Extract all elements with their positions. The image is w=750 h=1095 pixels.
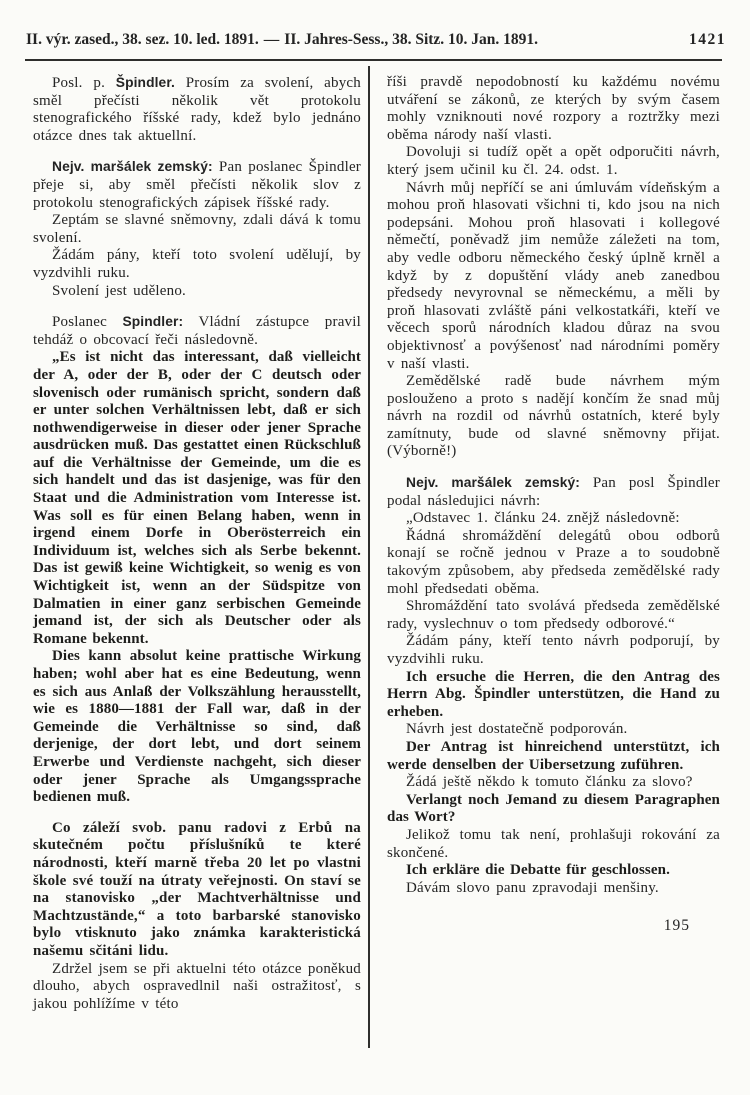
- paragraph: Co záleží svob. panu radovi z Erbů na skutečném počtu příslušníků te které národnosti, kteří marně třeba 20 let po vlastni škole své touží na útraty veřejnosti. On staví se na stanovisko „der Machtverhältnisse und Machtzustände,“ a toto barbarské stanovisko bylo vtisknuto jako známka karakteristická našemu sčitáni lidu.: [33, 819, 361, 959]
- paragraph-text: Pan posl Špindler podal následujici návrh:: [387, 475, 720, 509]
- paragraph: Řádná shromáždění delegátů obou odborů konají se ročně jednou v Praze a to soudobně takovým způsobem, aby předseda zemědělské rady mohl předsedati oběma.: [387, 527, 720, 597]
- paragraph: Zeptám se slavné sněmovny, zdali dává k tomu svolení.: [33, 212, 361, 246]
- speaker-name: Špindler.: [115, 75, 175, 90]
- header-session-line: [26, 31, 538, 49]
- paragraph: Zemědělské radě bude návrhem mým poslouženo a proto s nadějí končím že snad můj návrh na rozdil od návrhů ostatních, které byly zamítnuty, bude od slavné sněmovny přijat. (Výborně!): [387, 373, 720, 460]
- paragraph: „Odstavec 1. článku 24. znějž následovně:: [406, 510, 680, 527]
- paragraph-text: Posl. p.: [52, 75, 116, 91]
- header-rule: [25, 59, 722, 61]
- paragraph-german: Ich erkläre die Debatte für geschlossen.: [406, 862, 670, 879]
- footer-page-number: 195: [663, 917, 690, 935]
- paragraph: říši pravdě nepodobností ku každému novému utváření se zákonů, ze kterých by svým časem mohly vzniknouti nové rozpory a roztržky mezi oběma národy naší vlasti.: [387, 74, 720, 143]
- paragraph: Zdržel jsem se při aktuelni této otázce poněkud dlouho, abych ospravedlnil naši ostražitosť, s jakou pohlížíme v této: [33, 960, 361, 1012]
- paragraph: Shromáždění tato svolává předseda zemědělské rady, vyslechnuv o tom předsedy odborové.“: [387, 598, 720, 632]
- paragraph-text: Vládní zástupce pravil tehdáž o obcovací řeči následovně.: [33, 314, 361, 348]
- paragraph-text: Prosím za svolení, abych směl přečísti několik vět protokolu stenografického říšské rady, kdež bylo jednáno otázce dnes tak aktuellní.: [33, 75, 361, 144]
- paragraph: Žádá ještě někdo k tomuto článku za slovo?: [406, 774, 693, 791]
- header-session-czech: II. výr. zased., 38. sez. 10. led. 1891.: [26, 31, 259, 48]
- speaker-name: Nejv. maršálek zemský:: [52, 159, 213, 175]
- header-page-number: 1421: [689, 31, 726, 48]
- paragraph: Návrh jest dostatečně podporován.: [406, 721, 628, 738]
- paragraph: Dávám slovo panu zpravodaji menšiny.: [406, 879, 659, 896]
- paragraph: Jelikož tomu tak není, prohlašuji rokování za skončené.: [387, 826, 720, 861]
- header: [26, 31, 726, 49]
- paragraph-german: Der Antrag ist hinreichend unterstützt, ich werde denselben der Uibersetzung zuführen.: [387, 738, 720, 773]
- paragraph-german: „Es ist nicht das interessant, daß vielleicht der A, oder der B, oder der C deutsch oder slovenisch oder rumänisch spricht, sondern daß er unter solchen Verhältnissen lebt, daß er sich nothwendigerweise in dieser oder jener Sprache ausdrücken muß. Das gestattet einen Rückschluß auf die Verhältnisse der Gemeinde, um die es sich handelt und das ist dasjenige, was für den Staat und die Administration vom Interesse ist. Was soll es für einen Belang haben, wenn in irgend einem Dorfe in Oberösterreich ein Individuum ist, welches sich als Serbe bekennt. Das ist gewiß keine Wichtigkeit, so wenig es von Wichtigkeit ist, wenn an der Südspitze von Dalmatien in einer ganz serbischen Gemeinde jemand ist, der sich als Deutscher oder als Romane bekennt.: [33, 349, 361, 647]
- left-column: [33, 74, 361, 1095]
- right-column: [387, 74, 720, 1095]
- paragraph: [33, 313, 361, 349]
- paragraph: Žádám pány, kteří tento návrh podporují, by vyzdvihli ruku.: [387, 633, 720, 667]
- paragraph: Dovoluji si tudíž opět a opět odporučiti návrh, který jsem učinil ku čl. 24. odst. 1.: [387, 144, 720, 178]
- paragraph: Žádám pány, kteří toto svolení udělují, by vyzdvihli ruku.: [33, 247, 361, 281]
- header-separator: —: [263, 31, 280, 48]
- paragraph-german: Ich ersuche die Herren, die den Antrag des Herrn Abg. Špindler unterstützen, die Hand zu erheben.: [387, 668, 720, 720]
- paragraph: Svolení jest uděleno.: [52, 282, 186, 299]
- paragraph: [387, 474, 720, 510]
- paragraph-text: Pan poslanec Špindler přeje si, aby směl přečísti několik slov z protokolu stenografických zápisek říšské rady.: [33, 159, 361, 211]
- paragraph-german: Dies kann absolut keine prattische Wirkung haben; wohl aber hat es eine Bedeutung, wenn es sich aus Anlaß der Volkszählung herausstellt, wie es 1880—1881 der Fall war, daß in der Gemeinde die Verhältnisse so sind, daß derjenige, der dort lebt, und dort seinem Erwerbe und Verdienste nachgeht, sich dieser oder jener Sprache als Umgangssprache bedienen muß.: [33, 648, 361, 806]
- paragraph: [33, 158, 361, 212]
- speaker-name: Spindler:: [122, 314, 184, 330]
- header-session-german: II. Jahres-Sess., 38. Sitz. 10. Jan. 1891.: [284, 31, 539, 48]
- paragraph: [33, 74, 361, 145]
- paragraph-german: Verlangt noch Jemand zu diesem Paragraphen das Wort?: [387, 791, 720, 826]
- speaker-name: Nejv. maršálek zemský:: [406, 475, 580, 491]
- paragraph: Návrh můj nepříčí se ani úmluvám vídeňským a mohou proň hlasovati všichni ti, kdo jsou na nich podepsáni. Mohou proň hlasovati i kollegové němečtí, poněvadž jim nemůže záležeti na tom, aby vedle odboru německého český úplně krněl a když by z dopuštění vlády aneb zanedbou předsedy nevyrovnal se německému, a měli by proň hlasovati zvláště páni velkostatkáři, kteří ve věcech sporů národních kladou důraz na svou objektivnosť a povýšenosť nad národními poměry v naší vlasti.: [387, 179, 720, 372]
- paragraph-text: Poslanec: [52, 314, 123, 331]
- page-body: [33, 74, 720, 1095]
